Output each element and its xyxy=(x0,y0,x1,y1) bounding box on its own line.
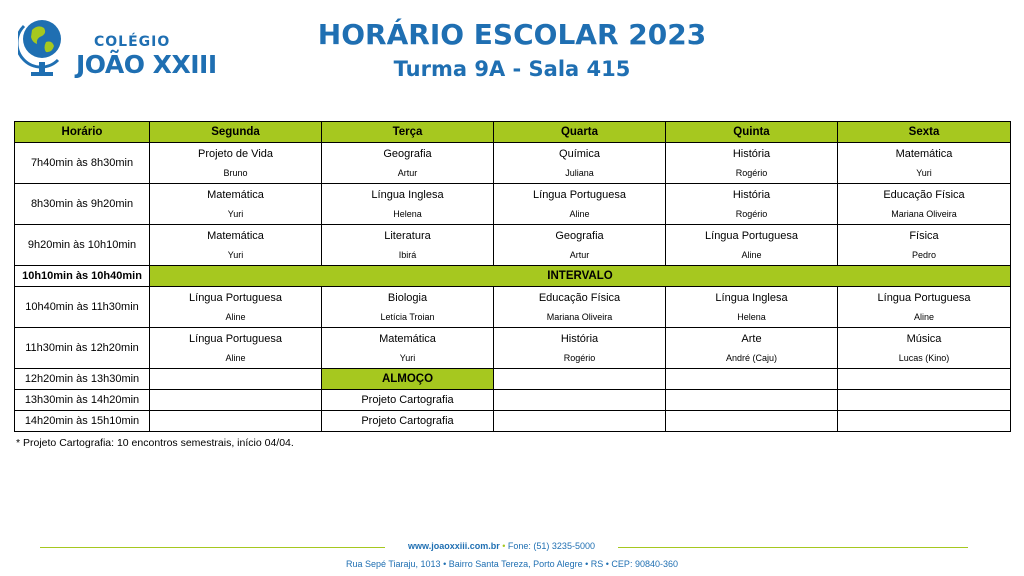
subject: Língua Portuguesa xyxy=(189,332,282,345)
subject: Língua Inglesa xyxy=(715,291,788,304)
teacher: Letícia Troian xyxy=(380,311,435,322)
empty-cell xyxy=(494,390,666,411)
table-row xyxy=(15,390,1011,411)
time-slot: 9h20min às 10h10min xyxy=(15,225,150,266)
empty-cell xyxy=(150,411,322,432)
teacher: Bruno xyxy=(223,167,248,178)
empty-cell xyxy=(838,411,1011,432)
teacher: Aline xyxy=(741,249,762,260)
teacher: Ibirá xyxy=(398,249,417,260)
class-cell xyxy=(494,184,666,225)
empty-cell xyxy=(666,390,838,411)
subject: Biologia xyxy=(387,291,428,304)
teacher: Juliana xyxy=(565,167,594,178)
teacher: Aline xyxy=(225,352,246,363)
teacher: Rogério xyxy=(735,167,768,178)
time-slot: 13h30min às 14h20min xyxy=(15,390,150,411)
footer-contact xyxy=(385,541,618,551)
column-header: Segunda xyxy=(150,122,322,143)
teacher: Yuri xyxy=(399,352,416,363)
footer-address: Rua Sepé Tiaraju, 1013 • Bairro Santa Tereza, Porto Alegre • RS • CEP: 90840-360 xyxy=(346,559,678,569)
subject: História xyxy=(560,332,599,345)
subject: Língua Inglesa xyxy=(371,188,444,201)
class-cell xyxy=(666,184,838,225)
teacher: Aline xyxy=(225,311,246,322)
time-slot: 10h10min às 10h40min xyxy=(15,266,150,287)
time-slot: 14h20min às 15h10min xyxy=(15,411,150,432)
class-cell xyxy=(838,287,1011,328)
empty-cell xyxy=(150,390,322,411)
teacher: Yuri xyxy=(916,167,932,178)
table-row xyxy=(15,143,1011,184)
break-row xyxy=(15,266,1011,287)
subject: Matemática xyxy=(207,229,264,242)
subject: Arte xyxy=(741,332,762,345)
school-word: COLÉGIO xyxy=(94,34,171,50)
subject: Língua Portuguesa xyxy=(189,291,282,304)
subject: História xyxy=(732,188,771,201)
subject: Literatura xyxy=(384,229,431,242)
class-cell xyxy=(322,184,494,225)
teacher: Aline xyxy=(913,311,934,322)
subject: Música xyxy=(906,332,942,345)
teacher: Pedro xyxy=(911,249,937,260)
teacher: Mariana Oliveira xyxy=(891,208,957,219)
website-link[interactable]: www.joaoxxiii.com.br xyxy=(408,541,500,551)
school-name: JOÃO XXIII xyxy=(76,50,217,79)
time-slot: 11h30min às 12h20min xyxy=(15,328,150,369)
time-slot: 8h30min às 9h20min xyxy=(15,184,150,225)
column-header: Quarta xyxy=(494,122,666,143)
subject: Geografia xyxy=(383,147,432,160)
page-subtitle: Turma 9A - Sala 415 xyxy=(393,57,631,81)
page-title: HORÁRIO ESCOLAR 2023 xyxy=(317,18,707,51)
empty-cell xyxy=(494,369,666,390)
header-row xyxy=(15,122,1011,143)
lunch-row xyxy=(15,369,1011,390)
lunch-cell: ALMOÇO xyxy=(322,369,494,390)
class-cell xyxy=(666,225,838,266)
subject: Língua Portuguesa xyxy=(705,229,798,242)
subject: Geografia xyxy=(555,229,604,242)
empty-cell xyxy=(666,411,838,432)
footer-divider-left xyxy=(40,547,385,548)
project-cell: Projeto Cartografia xyxy=(322,390,494,411)
phone-text: Fone: (51) 3235-5000 xyxy=(507,541,595,551)
class-cell xyxy=(322,143,494,184)
class-cell xyxy=(150,184,322,225)
class-cell xyxy=(838,184,1011,225)
class-cell xyxy=(494,225,666,266)
class-cell xyxy=(150,225,322,266)
subject: Educação Física xyxy=(883,188,965,201)
class-cell xyxy=(150,287,322,328)
teacher: Yuri xyxy=(227,249,244,260)
class-cell xyxy=(494,143,666,184)
empty-cell xyxy=(494,411,666,432)
class-cell xyxy=(666,328,838,369)
teacher: Rogério xyxy=(563,352,596,363)
class-cell xyxy=(838,143,1011,184)
empty-cell xyxy=(838,390,1011,411)
table-row xyxy=(15,411,1011,432)
class-cell xyxy=(150,328,322,369)
time-slot: 7h40min às 8h30min xyxy=(15,143,150,184)
subject: Projeto de Vida xyxy=(197,147,274,160)
class-cell xyxy=(838,225,1011,266)
subject: Química xyxy=(559,147,600,160)
teacher: Helena xyxy=(737,311,766,322)
class-cell xyxy=(322,287,494,328)
column-header: Sexta xyxy=(838,122,1011,143)
class-cell xyxy=(150,143,322,184)
table-row xyxy=(15,287,1011,328)
teacher: Mariana Oliveira xyxy=(546,311,613,322)
table-row xyxy=(15,225,1011,266)
footer-divider-right xyxy=(618,547,968,548)
column-header: Terça xyxy=(322,122,494,143)
footnote: * Projeto Cartografia: 10 encontros semestrais, início 04/04. xyxy=(16,437,294,449)
subject: História xyxy=(732,147,771,160)
empty-cell xyxy=(838,369,1011,390)
table-row xyxy=(15,184,1011,225)
teacher: Aline xyxy=(569,208,590,219)
schedule-table xyxy=(14,121,1011,432)
class-cell xyxy=(322,225,494,266)
bullet-icon: • xyxy=(502,541,506,551)
project-cell: Projeto Cartografia xyxy=(322,411,494,432)
class-cell xyxy=(838,328,1011,369)
teacher: Lucas (Kino) xyxy=(898,352,950,363)
time-slot: 10h40min às 11h30min xyxy=(15,287,150,328)
table-row xyxy=(15,328,1011,369)
teacher: Yuri xyxy=(227,208,244,219)
time-slot: 12h20min às 13h30min xyxy=(15,369,150,390)
subject: Matemática xyxy=(379,332,436,345)
teacher: Helena xyxy=(393,208,422,219)
class-cell xyxy=(494,328,666,369)
empty-cell xyxy=(666,369,838,390)
class-cell xyxy=(666,143,838,184)
empty-cell xyxy=(150,369,322,390)
teacher: André (Caju) xyxy=(725,352,778,363)
subject: Física xyxy=(909,229,939,242)
class-cell xyxy=(666,287,838,328)
break-cell: INTERVALO xyxy=(150,266,1011,287)
column-header: Horário xyxy=(15,122,150,143)
subject: Língua Portuguesa xyxy=(877,291,971,304)
subject: Matemática xyxy=(207,188,264,201)
class-cell xyxy=(494,287,666,328)
teacher: Rogério xyxy=(735,208,768,219)
class-cell xyxy=(322,328,494,369)
teacher: Artur xyxy=(397,167,418,178)
subject: Língua Portuguesa xyxy=(533,188,626,201)
subject: Matemática xyxy=(895,147,953,160)
subject: Educação Física xyxy=(538,291,621,304)
teacher: Artur xyxy=(569,249,590,260)
column-header: Quinta xyxy=(666,122,838,143)
